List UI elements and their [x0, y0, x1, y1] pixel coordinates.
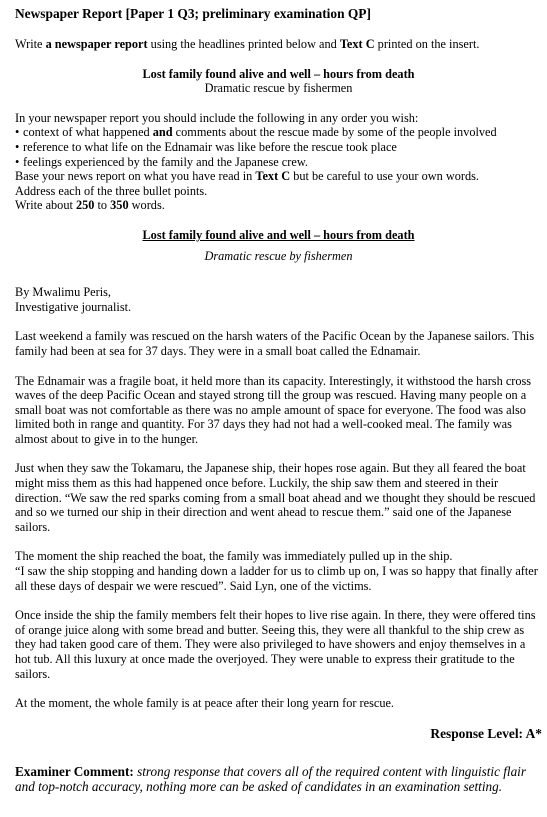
report-paragraph-6: At the moment, the whole family is at peace after their long yearn for rescue. — [15, 696, 395, 711]
requirement-item: • feelings experienced by the family and the Japanese crew. — [15, 154, 308, 169]
examiner-comment-text: strong response that covers all of the required content with linguistic flair and top-notch accuracy, nothing more can be asked of candidates in an examination setting. — [15, 763, 526, 795]
report-subheadline: Dramatic rescue by fishermen — [204, 248, 353, 263]
examiner-comment — [15, 764, 542, 795]
instruction-bold-1: a newspaper report — [45, 37, 148, 51]
requirement-item: • reference to what life on the Ednamair was like before the rescue took place — [15, 139, 397, 154]
requirements-list — [15, 125, 542, 169]
document-title: Newspaper Report [Paper 1 Q3; preliminary examination QP] — [15, 6, 371, 21]
requirement-item: • context of what happened and comments about the rescue made by some of the people involved — [15, 125, 497, 140]
base-instruction: Base your news report on what you have read in Text C but be careful to use your own words. — [15, 169, 479, 184]
task-instruction — [15, 37, 542, 52]
headline-prompt: Lost family found alive and well – hours from death — [142, 66, 415, 81]
subheadline-prompt: Dramatic rescue by fishermen — [204, 81, 353, 96]
instruction-text-2: using the headlines printed below and — [147, 37, 340, 51]
include-intro: In your newspaper report you should include the following in any order you wish: — [15, 110, 419, 125]
bullet-icon: • — [15, 139, 20, 154]
bullet-icon: • — [15, 125, 20, 140]
document-page — [15, 6, 542, 795]
report-paragraph-5: Once inside the ship the family members felt their hopes to live rise again. In there, they were offered tins of orange juice along with some bread and butter. Seeing this, they were all thankful to the ship crew as they had taken good care of them. They were also privileged to have showers and enjoy themselves in a hot tub. All this luxury at once made the overjoyed. They were unable to express their gratitude to the sailors. — [15, 608, 536, 681]
response-level: Response Level: A* — [430, 725, 542, 741]
report-paragraph-3: Just when they saw the Tokamaru, the Japanese ship, their hopes rose again. But they all feared the boat might miss them as this had happened once before. Luckily, the ship saw them and steered in their direction. “We saw the red sparks coming from a small boat ahead and we thought they should be rescued and so we turned our ship in their direction and went ahead to rescue them.” said one of the Japanese sailors. — [15, 461, 536, 534]
bullet-icon: • — [15, 154, 20, 169]
instruction-text-3: printed on the insert. — [374, 37, 480, 51]
instruction-text-1: Write — [15, 37, 46, 51]
byline-role: Investigative journalist. — [15, 299, 132, 314]
address-instruction: Address each of the three bullet points. — [15, 183, 208, 198]
examiner-comment-label: Examiner Comment: — [15, 763, 134, 779]
report-paragraph-1: Last weekend a family was rescued on the harsh waters of the Pacific Ocean by the Japanese sailors. This family had been at sea for 37 days. They were in a small boat called the Ednamair. — [15, 329, 535, 358]
report-paragraph-2: The Ednamair was a fragile boat, it held more than its capacity. Interestingly, it withstood the harsh cross waves of the deep Pacific Ocean and stayed strong till the group was rescued. Having many people on a small boat was not comfortable as there was no ample amount of space for everyone. The food was also limited both in range and quantity. For 37 days they had not had a well-cooked meal. The family was almost about to give in to the hunger. — [15, 373, 532, 446]
byline-name: By Mwalimu Peris, — [15, 285, 111, 300]
instruction-bold-2: Text C — [339, 37, 375, 51]
word-count-instruction: Write about 250 to 350 words. — [15, 198, 165, 213]
report-headline: Lost family found alive and well – hours from death — [142, 227, 415, 242]
report-paragraph-4: The moment the ship reached the boat, the family was immediately pulled up in the ship. “I saw the ship stopping and handing down a ladder for us to climb up on, I was so happy that finally after all these days of despair we were rescued”. Said Lyn, one of the victims. — [15, 549, 538, 593]
